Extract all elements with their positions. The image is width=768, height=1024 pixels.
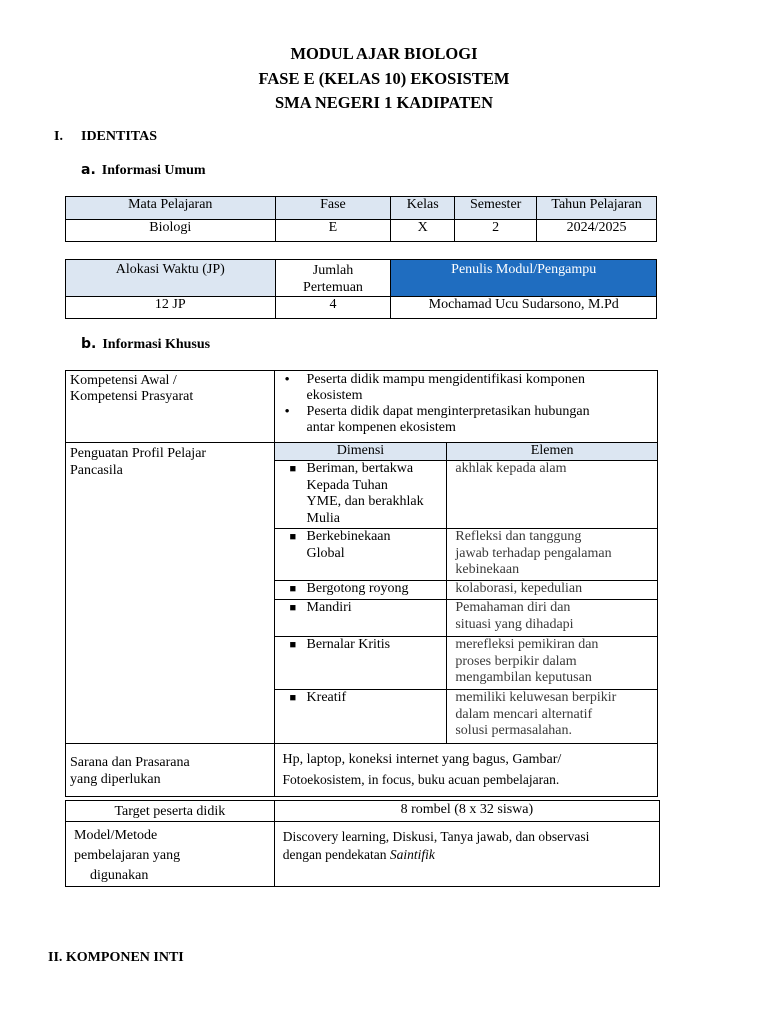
dimensi-cell-1	[274, 461, 447, 529]
header-penulis-modul: Penulis Modul/Pengampu	[391, 260, 657, 297]
profil-label-line-2: Pancasila	[70, 463, 123, 478]
dimensi-5-line-1: Bernalar Kritis	[306, 637, 391, 652]
subsection-b-letter: b.	[81, 336, 97, 352]
value-mata-pelajaran: Biologi	[66, 220, 276, 242]
header-semester: Semester	[455, 197, 537, 220]
square-bullet-icon: ■	[289, 583, 297, 595]
kompetensi-content	[274, 371, 657, 443]
header-jumlah-line-1: Jumlah	[312, 263, 354, 278]
sarana-value-line-1: Hp, laptop, koneksi internet yang bagus, Gambar/	[282, 752, 562, 767]
dimensi-1-line-1: Beriman, bertakwa	[306, 461, 414, 476]
value-jumlah-pertemuan: 4	[275, 297, 391, 319]
model-label-line-2: pembelajaran yang	[74, 848, 181, 863]
dimensi-3-line-1: Bergotong royong	[306, 581, 409, 596]
value-kelas: X	[391, 220, 455, 242]
dimensi-1-line-2: Kepada Tuhan	[306, 477, 388, 493]
document-title-line-2: FASE E (KELAS 10) EKOSISTEM	[258, 69, 510, 88]
header-alokasi-waktu: Alokasi Waktu (JP)	[66, 260, 276, 297]
elemen-6-line-3: solusi permasalahan.	[455, 723, 572, 738]
elemen-cell-1	[447, 461, 658, 529]
subsection-a-title: Informasi Umum	[101, 163, 206, 178]
kompetensi-list	[279, 372, 653, 436]
elemen-cell-5	[447, 637, 658, 690]
dimensi-item-6	[279, 690, 443, 707]
profil-label	[66, 443, 275, 744]
document-title-line-1: MODUL AJAR BIOLOGI	[290, 44, 478, 63]
value-penulis-modul: Mochamad Ucu Sudarsono, M.Pd	[391, 297, 657, 319]
section-1-title: IDENTITAS	[81, 129, 157, 144]
dimensi-1-line-3: YME, dan berakhlak	[306, 494, 424, 509]
elemen-cell-6	[447, 690, 658, 744]
kompetensi-label-line-1: Kompetensi Awal /	[70, 373, 177, 388]
dimensi-cell-5	[274, 637, 447, 690]
header-fase: Fase	[275, 197, 391, 220]
dimensi-item-3	[279, 581, 443, 598]
dimensi-6-line-1: Kreatif	[306, 690, 347, 705]
elemen-3-line-1: kolaborasi, kepedulian	[455, 581, 583, 596]
header-kelas: Kelas	[391, 197, 455, 220]
sarana-label-line-1: Sarana dan Prasarana	[70, 755, 190, 770]
dimensi-item-4	[279, 600, 443, 617]
target-label: Target peserta didik	[66, 801, 275, 822]
elemen-1-line-1: akhlak kepada alam	[455, 461, 567, 476]
dimensi-1-line-4: Mulia	[306, 510, 340, 526]
kompetensi-point-2	[307, 404, 653, 436]
elemen-5-line-3: mengambilan keputusan	[455, 670, 592, 685]
section-2-title: II. KOMPONEN INTI	[48, 950, 184, 965]
square-bullet-icon: ■	[289, 602, 297, 614]
method-approach-text: dengan pendekatan	[282, 847, 387, 862]
dimensi-item-2	[279, 529, 443, 562]
kompetensi-point-2-line-1: • Peserta didik dapat menginterpretasikan hubungan	[306, 404, 590, 419]
subsection-a-heading	[81, 162, 206, 179]
elemen-cell-3	[447, 581, 658, 600]
allocation-table	[65, 259, 657, 319]
sarana-label-line-2: yang diperlukan	[70, 772, 161, 787]
elemen-2-line-2: jawab terhadap pengalaman	[455, 545, 612, 561]
square-bullet-icon: ■	[289, 639, 297, 651]
method-value	[274, 822, 659, 887]
profil-label-line-1: Penguatan Profil Pelajar	[70, 446, 207, 461]
dimensi-cell-6	[274, 690, 447, 744]
dimensi-2-line-1: Berkebinekaan	[306, 529, 391, 544]
method-approach-emphasis: Saintifik	[389, 847, 435, 862]
sarana-value-line-2: Fotoekosistem, in focus, buku acuan pembelajaran.	[282, 772, 560, 787]
special-info-table	[65, 370, 658, 797]
elemen-5-line-2: proses berpikir dalam	[455, 653, 577, 669]
subsection-a-letter: a.	[81, 162, 96, 178]
model-label-line-1: Model/Metode	[74, 828, 158, 843]
header-dimensi: Dimensi	[274, 443, 447, 461]
header-elemen: Elemen	[447, 443, 658, 461]
kompetensi-label-line-2: Kompetensi Prasyarat	[70, 389, 194, 404]
value-tahun-pelajaran: 2024/2025	[537, 220, 657, 242]
kompetensi-label	[66, 371, 275, 443]
target-table	[65, 800, 660, 887]
method-value-line-1: Discovery learning, Diskusi, Tanya jawab, dan observasi	[282, 829, 590, 844]
target-value: 8 rombel (8 x 32 siswa)	[274, 801, 659, 822]
dimensi-item-1	[279, 461, 443, 527]
header-mata-pelajaran: Mata Pelajaran	[66, 197, 276, 220]
square-bullet-icon: ■	[289, 463, 297, 475]
dimensi-cell-4	[274, 600, 447, 637]
square-bullet-icon: ■	[289, 692, 297, 704]
general-info-table	[65, 196, 657, 242]
elemen-2-line-3: kebinekaan	[455, 562, 520, 577]
elemen-4-line-2: situasi yang dihadapi	[455, 616, 574, 632]
dimensi-2-line-2: Global	[306, 545, 345, 561]
sarana-label	[66, 744, 275, 797]
elemen-cell-2	[447, 529, 658, 581]
value-semester: 2	[455, 220, 537, 242]
dimensi-4-line-1: Mandiri	[306, 600, 352, 615]
elemen-5-line-1: merefleksi pemikiran dan	[455, 637, 599, 652]
value-fase: E	[275, 220, 391, 242]
header-jumlah-pertemuan	[275, 260, 391, 297]
sarana-value	[274, 744, 657, 797]
section-1-number: I.	[54, 129, 63, 144]
kompetensi-point-1-line-2: ekosistem	[306, 388, 363, 403]
dimensi-cell-2	[274, 529, 447, 581]
method-value-line-2	[283, 846, 655, 864]
model-label-line-3: digunakan	[90, 868, 149, 883]
elemen-cell-4	[447, 600, 658, 637]
kompetensi-point-1-line-1: • Peserta didik mampu mengidentifikasi komponen	[306, 372, 585, 387]
elemen-6-line-1: memiliki keluwesan berpikir	[455, 690, 617, 705]
subsection-b-heading	[81, 336, 210, 353]
dimensi-cell-3	[274, 581, 447, 600]
model-label	[66, 822, 275, 887]
square-bullet-icon: ■	[289, 531, 297, 543]
value-alokasi-waktu: 12 JP	[66, 297, 276, 319]
kompetensi-point-2-line-2: antar kompenen ekosistem	[306, 420, 456, 435]
kompetensi-point-1	[307, 372, 653, 404]
dimensi-item-5	[279, 637, 443, 654]
document-title-line-3: SMA NEGERI 1 KADIPATEN	[274, 93, 494, 112]
header-tahun-pelajaran: Tahun Pelajaran	[537, 197, 657, 220]
subsection-b-title: Informasi Khusus	[102, 337, 211, 352]
elemen-2-line-1: Refleksi dan tanggung	[455, 529, 582, 544]
header-jumlah-line-2: Pertemuan	[303, 280, 363, 295]
elemen-6-line-2: dalam mencari alternatif	[455, 706, 593, 722]
elemen-4-line-1: Pemahaman diri dan	[455, 600, 571, 615]
